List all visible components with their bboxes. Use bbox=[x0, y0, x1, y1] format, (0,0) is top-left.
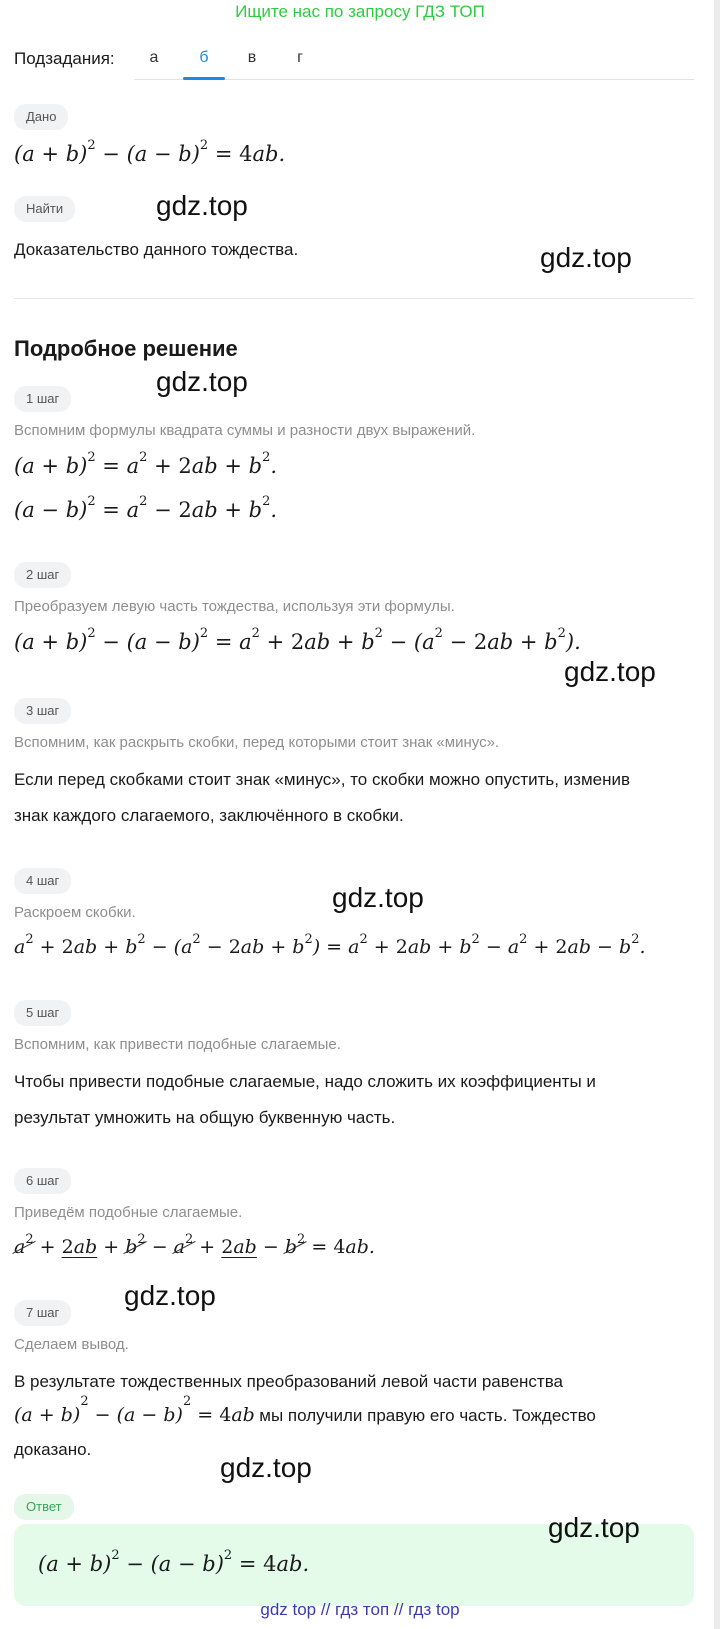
step-2-formula: $(a + b)^2 - (a - b)^2 = a^2 + 2ab + b^2 - (a^2 - 2ab + b^2)$. bbox=[14, 626, 581, 654]
given-chip: Дано bbox=[14, 104, 68, 130]
watermark: gdz.top bbox=[124, 1280, 216, 1311]
step-3-text-2: знак каждого слагаемого, заключённого в скобки. bbox=[14, 806, 404, 825]
step-7-chip: 7 шаг bbox=[14, 1300, 71, 1326]
find-chip: Найти bbox=[14, 196, 75, 222]
step-6-formula: $a^2 + 2ab + b^2 - a^2 + 2ab - b^2 = 4ab$. bbox=[14, 1232, 375, 1258]
watermark: gdz.top bbox=[564, 656, 656, 687]
step-4-chip: 4 шаг bbox=[14, 868, 71, 894]
footer-link-2[interactable]: гдз топ bbox=[335, 1600, 390, 1619]
step-5-text-1: Чтобы привести подобные слагаемые, надо сложить их коэффициенты и bbox=[14, 1072, 596, 1091]
watermark: gdz.top bbox=[548, 1512, 640, 1543]
step-3-hint: Вспомним, как раскрыть скобки, перед которыми стоит знак «минус». bbox=[14, 734, 500, 751]
step-7-formula: $(a + b)^2 - (a - b)^2 = 4ab$ bbox=[14, 1394, 255, 1426]
given-formula: $(a + b)^2 - (a - b)^2 = 4ab$. bbox=[14, 138, 286, 166]
watermark: gdz.top bbox=[332, 882, 424, 913]
promo-banner[interactable]: Ищите нас по запросу ГДЗ ТОП bbox=[235, 2, 485, 21]
step-7-line-2 bbox=[14, 1394, 596, 1434]
step-7-text-2: мы получили правую его часть. Тождество bbox=[259, 1406, 596, 1425]
watermark: gdz.top bbox=[156, 190, 248, 221]
step-1-chip: 1 шаг bbox=[14, 386, 71, 412]
solution-title: Подробное решение bbox=[14, 336, 238, 361]
footer-separator: // bbox=[393, 1600, 404, 1619]
tab-v[interactable]: в bbox=[247, 49, 257, 66]
step-2-chip: 2 шаг bbox=[14, 562, 71, 588]
section-divider bbox=[14, 298, 694, 299]
footer-links bbox=[0, 1600, 720, 1620]
step-1-formula-1: $(a + b)^2 = a^2 + 2ab + b^2$. bbox=[14, 450, 278, 478]
subtasks-label: Подзадания: bbox=[14, 49, 115, 68]
footer-separator: // bbox=[320, 1600, 331, 1619]
answer-formula: $(a + b)^2 - (a - b)^2 = 4ab$. bbox=[38, 1548, 310, 1576]
find-text: Доказательство данного тождества. bbox=[14, 240, 299, 259]
step-7-hint: Сделаем вывод. bbox=[14, 1336, 129, 1353]
tab-g[interactable]: г bbox=[297, 49, 303, 66]
scrollbar[interactable] bbox=[714, 0, 720, 1629]
step-5-chip: 5 шаг bbox=[14, 1000, 71, 1026]
step-1-formula-2: $(a - b)^2 = a^2 - 2ab + b^2$. bbox=[14, 494, 278, 522]
watermark: gdz.top bbox=[220, 1452, 312, 1483]
step-3-chip: 3 шаг bbox=[14, 698, 71, 724]
step-6-chip: 6 шаг bbox=[14, 1168, 71, 1194]
footer-link-3[interactable]: гдз top bbox=[408, 1600, 460, 1619]
watermark: gdz.top bbox=[540, 242, 632, 273]
step-3-text-1: Если перед скобками стоит знак «минус», то скобки можно опустить, изменив bbox=[14, 770, 631, 789]
step-4-formula: $a^2 + 2ab + b^2 - (a^2 - 2ab + b^2) = a^2 + 2ab + b^2 - a^2 + 2ab - b^2$. bbox=[14, 932, 646, 958]
step-6-hint: Приведём подобные слагаемые. bbox=[14, 1204, 243, 1221]
active-tab-indicator bbox=[183, 77, 225, 80]
step-7-text-1: В результате тождественных преобразований левой части равенства bbox=[14, 1372, 563, 1391]
watermark: gdz.top bbox=[156, 366, 248, 397]
answer-chip: Ответ bbox=[14, 1494, 74, 1520]
step-5-text-2: результат умножить на общую буквенную часть. bbox=[14, 1108, 396, 1127]
step-7-text-3: доказано. bbox=[14, 1440, 92, 1459]
step-4-hint: Раскроем скобки. bbox=[14, 904, 136, 921]
tab-b[interactable]: б bbox=[199, 49, 209, 66]
footer-link-1[interactable]: gdz top bbox=[260, 1600, 317, 1619]
tab-a[interactable]: а bbox=[149, 49, 159, 66]
step-2-hint: Преобразуем левую часть тождества, используя эти формулы. bbox=[14, 598, 455, 615]
step-1-hint: Вспомним формулы квадрата суммы и разности двух выражений. bbox=[14, 422, 476, 439]
step-5-hint: Вспомним, как привести подобные слагаемые. bbox=[14, 1036, 341, 1053]
